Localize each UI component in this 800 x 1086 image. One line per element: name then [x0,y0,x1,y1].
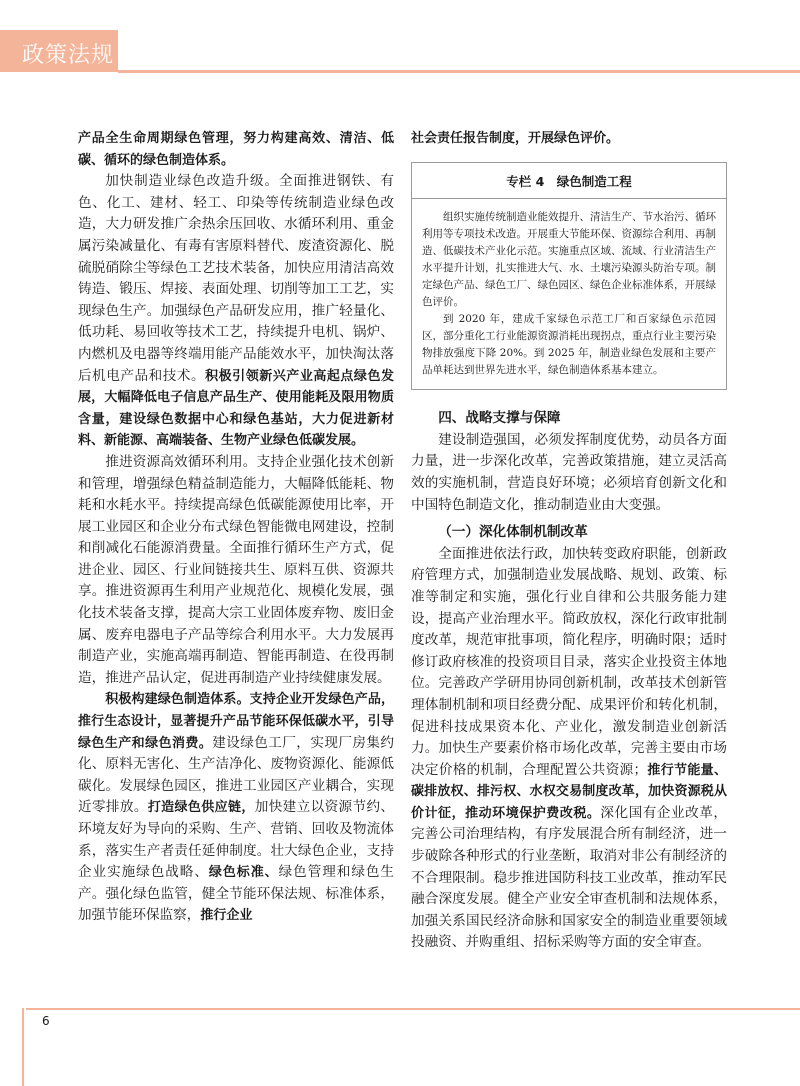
text-run: 加快建立以资源节约、环境友好为导向的采购、生产、营销、回收及物流体系，落实生产者责任延伸制度。壮大绿色企业，支持企业实施绿色战略、 [78,799,395,881]
footer-vertical-rule [22,1008,24,1086]
paragraph [78,452,394,690]
left-column [78,128,394,927]
page-number: 6 [42,1014,50,1028]
footer-rule [26,1008,800,1010]
box-title: 专栏 4 绿色制造工程 [412,163,726,200]
text-run: 建设制造强国，必须发挥制度优势，动员各方面力量，进一步深化改革，完善政策措施，建立灵活高效的实施机制，营造良好环境；必须培育创新文化和中国特色制造文化，推动制造业由大变强。 [411,431,727,513]
bold-text-run: 推行节能量、碳排放权、排污权、水权交易制度改革，加快资源税从价计征，推动环境保护费改税。 [411,762,727,821]
section-title: 政策法规 [22,43,115,68]
header-rule [118,70,800,73]
paragraph [78,128,394,171]
section-heading: 四、战略支撑与保障 [438,410,561,427]
bold-text-run: 产品全生命周期绿色管理，努力构建高效、清洁、低碳、循环的绿色制造体系。 [78,131,394,168]
bold-text-run: 绿色标准、 [208,865,279,881]
paragraph [411,544,727,954]
paragraph [78,689,394,927]
text-run: 绿色管理和绿色生产。强化绿色监管，健全节能环保法规、标准体系，加强节能环保监察， [78,864,395,924]
sidebar-box [411,162,727,391]
box-paragraph: 到 2020 年，建成千家绿色示范工厂和百家绿色示范园区，部分重化工行业能源资源消耗出现拐点，重点行业主要污染物排放强度下降 20%。到 2025 年，制造业绿色发展和主要产品单耗达到世界先进水平，绿色制造体系基本建立。 [422,313,716,377]
text-run: 建设绿色工厂，实现厂房集约化、原料无害化、生产洁净化、废物资源化、能源低碳化。发展绿色园区，推进工业园区产业耦合，实现近零排放。 [78,734,394,816]
section-header-tab [0,30,118,72]
box-paragraph: 组织实施传统制造业能效提升、清洁生产、节水治污、循环利用等专项技术改造。开展重大节能环保、资源综合利用、再制造、低碳技术产业化示范。实施重点区域、流域、行业清洁生产水平提升计划，扎实推进大气、水、土壤污染源头防治专项。制定绿色产品、绿色工厂、绿色园区、绿色企业标准体系，开展绿色评价。 [422,211,716,309]
bold-text-run: 积极引领新兴产业高起点绿色发展，大幅降低电子信息产品生产、使用能耗及限用物质含量，建设绿色数据中心和绿色基站，大力促进新材料、新能源、高端装备、生物产业绿色低碳发展。 [78,368,394,449]
text-run: 推进资源高效循环利用。支持企业强化技术创新和管理，增强绿色精益制造能力，大幅降低能耗、物耗和水耗水平。持续提高绿色低碳能源使用比率，开展工业园区和企业分布式绿色智能微电网建设，控制和削减化石能源消费量。全面推行循环生产方式，促进企业、园区、行业间链接共生、原料互供、资源共享。推进资源再生利用产业规范化、规模化发展，强化技术装备支撑，提高大宗工业固体废弃物、废旧金属、废弃电器电子产品等综合利用水平。大力发展再制造产业，实施高端再制造、智能再制造、在役再制造，推进产品认定，促进再制造产业持续健康发展。 [78,453,394,686]
text-run: 全面推进依法行政，加快转变政府职能，创新政府管理方式，加强制造业发展战略、规划、政策、标准等制定和实施，强化行业自律和公共服务能力建设，提高产业治理水平。简政放权，深化行政审批制度改革，规范审批事项，简化程序，明确时限；适时修订政府核准的投资项目目录，落实企业投资主体地位。完善政产学研用协同创新机制，改革技术创新管理体制机制和项目经费分配、成果评价和转化机制，促进科技成果资本化、产业化，激发制造业创新活力。加快生产要素价格市场化改革，完善主要由市场决定价格的机制，合理配置公共资源； [411,545,727,778]
bold-text-run: 推行企业 [200,908,253,924]
text-run: 加快制造业绿色改造升级。全面推进钢铁、有色、化工、建材、轻工、印染等传统制造业绿色改造，大力研发推广余热余压回收、水循环利用、重金属污染减量化、有毒有害原料替代、废渣资源化、脱硫脱硝除尘等绿色工艺技术装备，加快应用清洁高效铸造、锻压、焊接、表面处理、切削等加工工艺，实现绿色生产。加强绿色产品研发应用，推广轻量化、低功耗、易回收等技术工艺，持续提升电机、锅炉、内燃机及电器等终端用能产品能效水平，加快淘汰落后机电产品和技术。 [78,173,394,384]
bold-text-run: 打造绿色供应链， [147,800,255,816]
bold-text-run: 社会责任报告制度，开展绿色评价。 [411,131,620,146]
text-run: 深化国有企业改革，完善公司治理结构，有序发展混合所有制经济，进一步破除各种形式的行业垄断，取消对非公有制经济的不合理限制。稳步推进国防科技工业改革，推动军民融合深度发展。健全产业安全审查机制和法规体系，加强关系国民经济命脉和国家安全的制造业重要领域投融资、并购重组、招标采购等方面的安全审查。 [411,804,727,951]
paragraph [411,430,727,516]
paragraph [411,128,727,150]
paragraph [78,171,394,452]
bold-text-run: 积极构建绿色制造体系。支持企业开发绿色产品，推行生态设计，显著提升产品节能环保低碳水平，引导绿色生产和绿色消费。 [78,692,394,751]
subsection-heading: （一）深化体制机制改革 [438,524,588,541]
right-column [411,128,727,954]
